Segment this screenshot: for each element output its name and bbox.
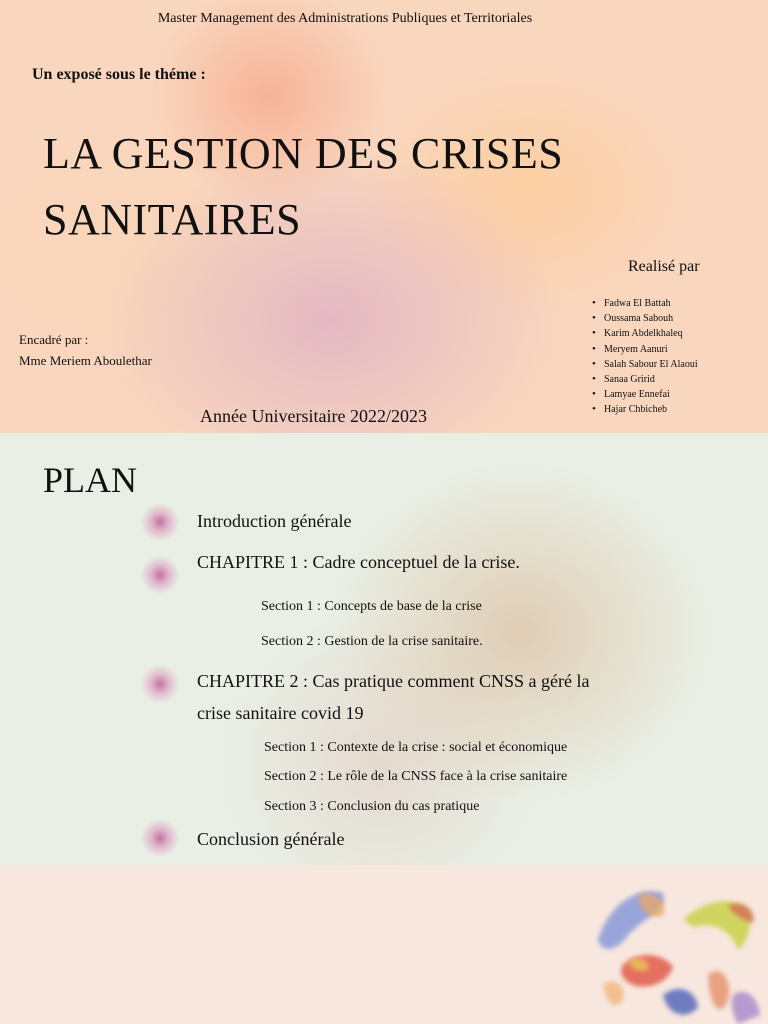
member-item: • Salah Sabour El Alaoui (592, 357, 698, 372)
supervisor-name: Mme Meriem Aboulethar (19, 353, 152, 368)
chapter2-line-2: crise sanitaire covid 19 (197, 703, 364, 723)
member-item: • Hajar Chbicheb (592, 402, 698, 417)
supervisor-block (19, 329, 152, 371)
plan-slide (0, 433, 768, 865)
member-item: • Sanaa Gririd (592, 372, 698, 387)
academic-year: Année Universitaire 2022/2023 (200, 406, 427, 426)
members-list (592, 296, 698, 418)
theme-label: Un exposé sous le théme : (32, 66, 206, 83)
plan-section: Section 2 : Gestion de la crise sanitaire. (261, 634, 483, 649)
abstract-brush-shapes-icon (568, 865, 768, 1024)
member-item: • Meryem Aanuri (592, 342, 698, 357)
bullet-dot-icon (141, 503, 179, 541)
plan-section: Section 1 : Contexte de la crise : social et économique (264, 740, 568, 755)
program-header: Master Management des Administrations Publiques et Territoriales (157, 11, 533, 26)
plan-item-conclusion: Conclusion générale (197, 829, 345, 849)
realise-label: Realisé par (628, 258, 700, 275)
presentation-title (43, 121, 563, 253)
plan-item-chapter2 (197, 665, 667, 729)
cover-slide (0, 0, 768, 433)
title-line-2: SANITAIRES (43, 195, 302, 244)
bullet-dot-icon (141, 665, 179, 703)
bullet-dot-icon (141, 556, 179, 594)
plan-section: Section 2 : Le rôle de la CNSS face à la crise sanitaire (264, 769, 568, 784)
title-line-1: LA GESTION DES CRISES (43, 129, 564, 178)
plan-section: Section 1 : Concepts de base de la crise (261, 599, 482, 614)
plan-item-chapter1: CHAPITRE 1 : Cadre conceptuel de la crise. (197, 552, 520, 572)
member-item: • Karim Abdelkhaleq (592, 326, 698, 341)
member-item: • Oussama Sabouh (592, 311, 698, 326)
decorative-slide (0, 865, 768, 1024)
member-item: • Lamyae Ennefai (592, 387, 698, 402)
plan-title: PLAN (43, 460, 138, 500)
plan-section: Section 3 : Conclusion du cas pratique (264, 799, 480, 814)
plan-item-intro: Introduction générale (197, 511, 352, 531)
bullet-dot-icon (141, 819, 179, 857)
supervisor-label: Encadré par : (19, 332, 89, 347)
chapter2-line-1: CHAPITRE 2 : Cas pratique comment CNSS a géré la (197, 671, 590, 691)
member-item: • Fadwa El Battah (592, 296, 698, 311)
